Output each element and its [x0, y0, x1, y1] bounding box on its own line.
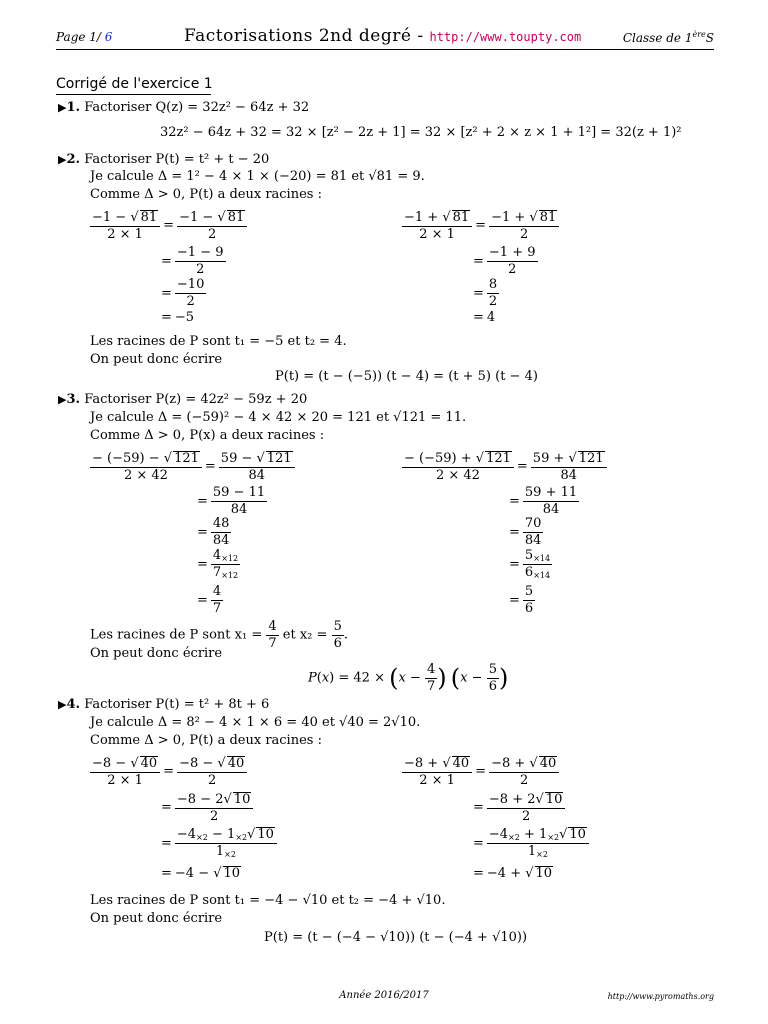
ex3-root2-result: = $\frac{5}{6}$: [509, 584, 534, 616]
ex2-root1-step2: = $\frac{-1 - 9}{2}$: [161, 245, 224, 277]
ex4-roots: Les racines de P sont t₁ = −4 − √10 et t₂ = −4 + √10.: [90, 893, 446, 908]
triangle-bullet-icon: ▶: [58, 698, 67, 711]
ex3-root2-step2: = $\frac{59 + 11}{84}$: [509, 485, 578, 517]
ex4-root2-step2: = $\frac{-8 + 2√ 10}{2}$: [470, 792, 565, 824]
ex2-heading: ▶2. Factoriser P(t) = t² + t − 20: [58, 152, 270, 167]
ex1-factorization: 32z² − 64z + 32 = 32 × [z² − 2z + 1] = 32 × [z² + 2 × z × 1 + 1²] = 32(z + 1)²: [160, 125, 682, 140]
ex4-condition: Comme Δ > 0, P(t) a deux racines :: [90, 733, 322, 748]
ex4-root1-step1: $\frac{-8 - √ 40}{2 \times 1}$ = $\frac{-8 - √ 40}{2}$: [90, 756, 247, 788]
ex3-root1-step4: = $\frac{4_{\times 12}}{7_{\times 12}}$: [197, 548, 239, 581]
ex2-write: On peut donc écrire: [90, 352, 223, 367]
ex3-root1-step1: $\frac{- (-59) - √ 121}{2 \times 42}$ = $\frac{59 - √ 121}{84}$: [90, 451, 295, 483]
ex3-root2-step4: = $\frac{5_{\times 14}}{6_{\times 14}}$: [509, 548, 551, 581]
section-underline: [56, 94, 211, 95]
ex2-final: P(t) = (t − (−5)) (t − 4) = (t + 5) (t − 4): [275, 369, 538, 384]
ex3-statement: Factoriser P(z) = 42z² − 59z + 20: [84, 392, 308, 407]
ex3-root1-result: = $\frac{4}{7}$: [197, 584, 222, 616]
ex2-root1-step3: = $\frac{-10}{2}$: [161, 277, 205, 309]
triangle-bullet-icon: ▶: [58, 153, 67, 166]
ex2-roots: Les racines de P sont t₁ = −5 et t₂ = 4.: [90, 334, 347, 349]
page-number: Page 1/ 6: [56, 30, 113, 44]
ex4-root2-result: = −4 + √ 10: [473, 866, 553, 881]
section-title: Corrigé de l'exercice 1: [56, 76, 213, 92]
ex3-final: P(x) = 42 × (x − $\frac{4}{7}$ ) (x − $\frac{5}{6}$ ): [308, 662, 509, 694]
ex4-write: On peut donc écrire: [90, 911, 223, 926]
ex2-statement: Factoriser P(t) = t² + t − 20: [84, 152, 270, 167]
ex2-delta: Je calcule Δ = 1² − 4 × 1 × (−20) = 81 et √81 = 9.: [90, 169, 425, 184]
ex4-final: P(t) = (t − (−4 − √10)) (t − (−4 + √10)): [264, 930, 528, 945]
ex4-delta: Je calcule Δ = 8² − 4 × 1 × 6 = 40 et √40 = 2√10.: [90, 715, 421, 730]
ex2-root1-result: = −5: [161, 310, 195, 325]
footer-year: Année 2016/2017: [339, 990, 429, 1001]
ex2-root2-step2: = $\frac{-1 + 9}{2}$: [473, 245, 536, 277]
ex4-statement: Factoriser P(t) = t² + 8t + 6: [84, 697, 270, 712]
header-rule: [56, 49, 714, 50]
triangle-bullet-icon: ▶: [58, 393, 67, 406]
class-label: Classe de 1èreS: [622, 30, 714, 45]
ex3-write: On peut donc écrire: [90, 646, 223, 661]
ex3-roots: Les racines de P sont x₁ = $\frac{4}{7}$ et x₂ = $\frac{5}{6}$ .: [90, 619, 348, 651]
ex2-root2-result: = 4: [473, 310, 496, 325]
footer-site-link[interactable]: http://www.pyromaths.org: [607, 992, 714, 1001]
ex3-root2-step1: $\frac{- (-59) + √ 121}{2 \times 42}$ = $\frac{59 + √ 121}{84}$: [402, 451, 607, 483]
ex3-root1-step2: = $\frac{59 - 11}{84}$: [197, 485, 266, 517]
ex3-heading: ▶3. Factoriser P(z) = 42z² − 59z + 20: [58, 392, 308, 407]
ex3-root2-step3: = $\frac{70}{84}$: [509, 516, 542, 548]
page-total-link[interactable]: 6: [104, 30, 113, 44]
ex4-root2-step3: = $\frac{-4_{\times 2} + 1_{\times 2}√ 10}{1_{\times 2}}$: [470, 827, 589, 860]
triangle-bullet-icon: ▶: [58, 101, 67, 114]
ex4-root1-step2: = $\frac{-8 - 2√ 10}{2}$: [158, 792, 253, 824]
ex2-condition: Comme Δ > 0, P(t) a deux racines :: [90, 187, 322, 202]
ex4-root1-result: = −4 − √ 10: [161, 866, 241, 881]
ex3-root1-step3: = $\frac{48}{84}$: [197, 516, 230, 548]
page-header: [56, 28, 714, 50]
ex4-root2-step1: $\frac{-8 + √ 40}{2 \times 1}$ = $\frac{-8 + √ 40}{2}$: [402, 756, 559, 788]
ex1-heading: ▶1. Factoriser Q(z) = 32z² − 64z + 32: [58, 100, 310, 115]
ex3-condition: Comme Δ > 0, P(x) a deux racines :: [90, 428, 325, 443]
ex3-delta: Je calcule Δ = (−59)² − 4 × 42 × 20 = 121 et √121 = 11.: [90, 410, 467, 425]
ex4-heading: ▶4. Factoriser P(t) = t² + 8t + 6: [58, 697, 270, 712]
ex1-statement: Factoriser Q(z) = 32z² − 64z + 32: [84, 100, 310, 115]
ex2-root2-step1: $\frac{-1 + √ 81}{2 \times 1}$ = $\frac{-1 + √ 81}{2}$: [402, 210, 559, 242]
ex2-root2-step3: = $\frac{8}{2}$: [473, 277, 498, 309]
ex4-root1-step3: = $\frac{-4_{\times 2} - 1_{\times 2}√ 10}{1_{\times 2}}$: [158, 827, 277, 860]
document-title: Factorisations 2nd degré - http://www.toupty.com: [184, 26, 582, 46]
header-url-link[interactable]: http://www.toupty.com: [429, 30, 582, 44]
ex2-root1-step1: $\frac{-1 - √ 81}{2 \times 1}$ = $\frac{-1 - √ 81}{2}$: [90, 210, 247, 242]
